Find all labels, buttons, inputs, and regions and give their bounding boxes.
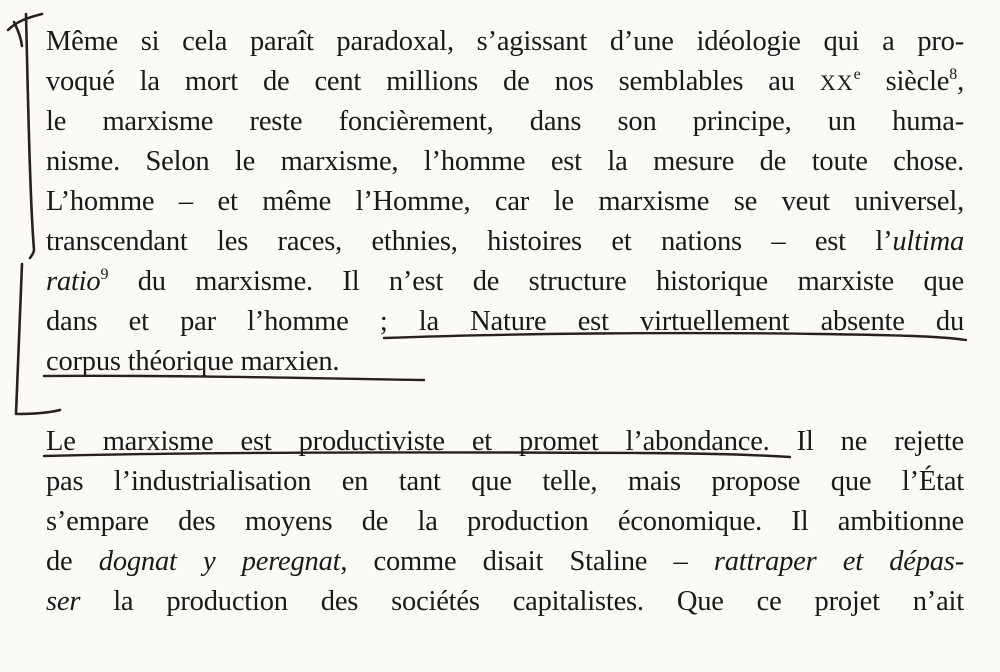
p1-line-2: voqué la mort de cent millions de nos semblables au XXe siècle$^8$, [46,66,964,97]
p1-line-7: ratio$^9$ du marxisme. Il n’est de structure historique marxiste que [46,266,964,297]
underlined-passage: la Nature est virtuellement absente du [418,306,964,337]
underlined-passage: Le marxisme est productiviste et promet l’abondance [46,426,763,457]
footnote-ref-8: 8 [949,66,958,83]
footnote-ref-9: 9 [100,266,109,283]
underlined-passage: corpus théorique marxien. [46,346,340,377]
p2-line-2: pas l’industrialisation en tant que telle, mais propose que l’État [46,466,964,497]
p1-line-6: transcendant les races, ethnies, histoires et nations – est l’ultima [46,226,964,257]
p2-line-5: ser la production des sociétés capitalistes. Que ce projet n’ait [46,586,964,617]
p2-line-4: de dognat y peregnat, comme disait Staline – rattraper et dépas- [46,546,964,577]
p1-line-8: dans et par l’homme ; la Nature est virtuellement absente du [46,306,964,337]
p2-line-1: Le marxisme est productiviste et promet l’abondance. Il ne rejette [46,426,964,457]
p1-line-9 [46,342,964,382]
p1-line-5: L’homme – et même l’Homme, car le marxisme se veut universel, [46,186,964,217]
p1-line-1: Même si cela paraît paradoxal, s’agissant d’une idéologie qui a pro- [46,26,964,57]
century-numeral: XX [819,70,854,95]
p2-line-3: s’empare des moyens de la production économique. Il ambitionne [46,506,964,537]
p1-line-3: le marxisme reste foncièrement, dans son principe, un huma- [46,106,964,137]
p1-line-4: nisme. Selon le marxisme, l’homme est la mesure de toute chose. [46,146,964,177]
